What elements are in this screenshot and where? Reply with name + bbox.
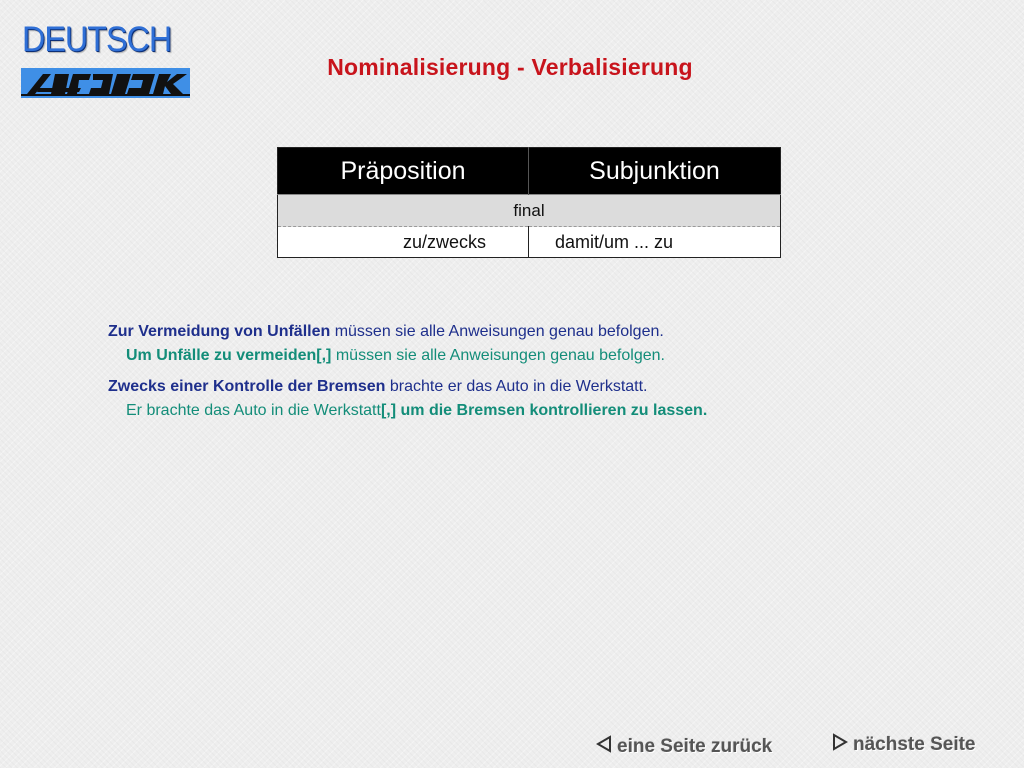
example-2-nominal	[108, 375, 988, 399]
example-1-verbal-rest: müssen sie alle Anweisungen genau befolgen.	[331, 347, 665, 364]
header-subjunktion: Subjunktion	[529, 148, 781, 195]
example-1-nominal	[108, 320, 988, 344]
example-2-verbal	[108, 399, 988, 423]
previous-page-link[interactable]	[596, 735, 772, 759]
examples-section	[108, 320, 988, 423]
example-1-verbal-phrase: Um Unfälle zu vermeiden	[126, 347, 317, 364]
example-1-verbal	[108, 344, 988, 368]
logo-wordmark: DEUTSCH	[22, 20, 172, 59]
grammar-table	[277, 147, 781, 258]
category-row	[278, 195, 781, 227]
example-1-comma: [,]	[316, 347, 332, 364]
example-2-verbal-phrase: um die Bremsen kontrollieren zu lassen.	[396, 402, 708, 419]
example-1-nominal-rest: müssen sie alle Anweisungen genau befolgen.	[330, 323, 664, 340]
triangle-left-icon	[596, 735, 612, 759]
previous-page-label: eine Seite zurück	[617, 736, 773, 757]
next-page-link[interactable]	[832, 733, 976, 757]
example-2-comma: [,]	[380, 402, 397, 419]
example-2-nominal-phrase: Zwecks einer Kontrolle der Bremsen	[108, 378, 386, 395]
example-2-verbal-start: Er brachte das Auto in die Werkstatt	[126, 402, 381, 419]
page-title: Nominalisierung - Verbalisierung	[327, 54, 693, 80]
example-1-nominal-phrase: Zur Vermeidung von Unfällen	[108, 323, 331, 340]
table-header-row	[278, 148, 781, 195]
table-row	[278, 227, 781, 258]
cell-praeposition: zu/zwecks	[278, 227, 529, 258]
next-page-label: nächste Seite	[853, 734, 976, 755]
triangle-right-icon	[832, 733, 848, 757]
example-2-nominal-rest: brachte er das Auto in die Werkstatt.	[385, 378, 648, 395]
cell-subjunktion: damit/um ... zu	[529, 227, 781, 258]
category-label: final	[278, 195, 781, 227]
header-praeposition: Präposition	[278, 148, 529, 195]
